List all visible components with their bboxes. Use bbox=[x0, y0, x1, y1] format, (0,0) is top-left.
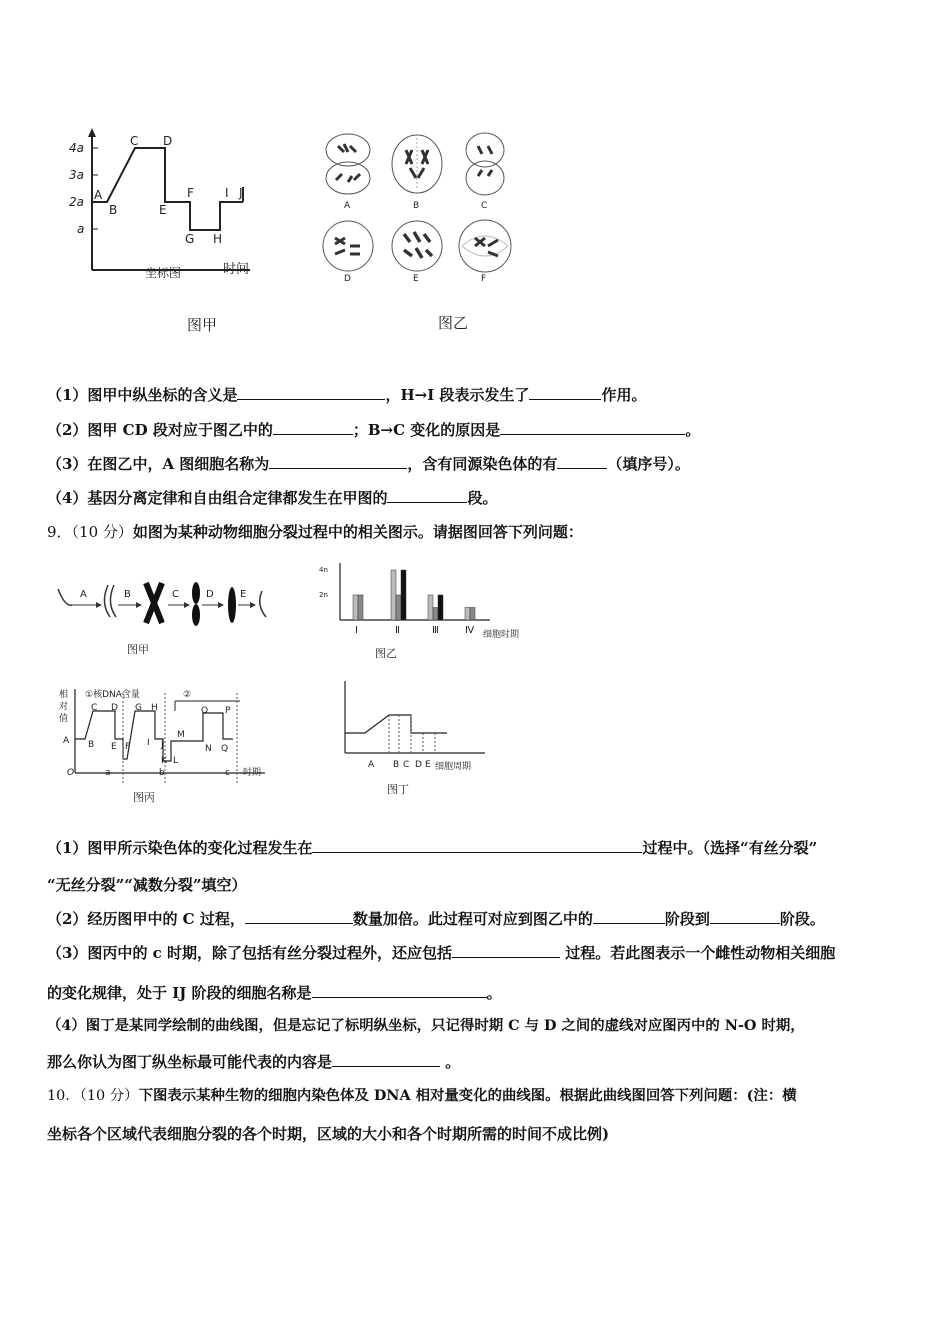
point-label-b: B bbox=[109, 203, 118, 217]
q9-part-4: （4）图丁是某同学绘制的曲线图，但是忘记了标明纵坐标，只记得时期 C 与 D 之间的虚线对应图丙中的 N-O 时期， bbox=[47, 1017, 805, 1034]
q9-part-4-cont: 那么你认为图丁纵坐标最可能代表的内容是 。 bbox=[47, 1053, 461, 1071]
cell-label-e: E bbox=[413, 274, 419, 284]
point-label-b: B bbox=[393, 760, 400, 770]
figure-caption: 图丙 bbox=[133, 791, 155, 804]
y-tick-a: a bbox=[77, 222, 85, 236]
point-label-f: F bbox=[187, 186, 194, 200]
arrow-icon bbox=[218, 602, 224, 608]
arrow-icon bbox=[136, 602, 142, 608]
q9-stem: 9．（10 分）如图为某种动物细胞分裂过程中的相关图示。请据图回答下列问题： bbox=[47, 523, 583, 541]
point-label-j: J bbox=[239, 186, 243, 200]
point-label-o: O bbox=[201, 706, 209, 716]
phase-label-b: b bbox=[159, 768, 165, 778]
figure-caption: 图乙 bbox=[438, 314, 469, 332]
point-label-d: D bbox=[163, 134, 173, 148]
answer-blank[interactable] bbox=[710, 909, 780, 924]
cell-a bbox=[326, 134, 370, 194]
point-label-g: G bbox=[185, 232, 195, 246]
step-label-b: B bbox=[124, 589, 131, 600]
step-label-d: D bbox=[206, 589, 214, 600]
q9-figure-jia bbox=[50, 575, 280, 660]
point-label-e: E bbox=[111, 742, 117, 752]
answer-blank[interactable] bbox=[269, 454, 407, 469]
y-tick-3a: 3a bbox=[69, 168, 84, 182]
cell-label-b: B bbox=[413, 201, 420, 211]
bar-a-1 bbox=[353, 595, 358, 620]
bar-b-2 bbox=[396, 595, 401, 620]
phase-label-c: c bbox=[225, 768, 230, 778]
bar-b-4 bbox=[470, 608, 475, 621]
cell-label-a: A bbox=[344, 201, 351, 211]
point-label-c: C bbox=[91, 703, 98, 713]
y-tick-2n: 2n bbox=[319, 591, 328, 599]
point-label-i: I bbox=[225, 186, 229, 200]
category-label: Ⅰ bbox=[355, 625, 358, 636]
q9-part-3: （3）图丙中的 c 时期，除了包括有丝分裂过程外，还应包括 过程。若此图表示一个雌性动物相关细胞 bbox=[47, 944, 836, 962]
answer-blank[interactable] bbox=[529, 385, 601, 400]
bar-b-1 bbox=[358, 595, 363, 620]
cell-label-f: F bbox=[481, 274, 487, 284]
point-label-i: I bbox=[147, 738, 150, 748]
step-label-c: C bbox=[172, 589, 179, 600]
q9-part-2: （2）经历图甲中的 C 过程， 数量加倍。此过程可对应到图乙中的 阶段到 阶段。 bbox=[47, 910, 825, 928]
figure-caption: 图甲 bbox=[187, 316, 218, 334]
category-label: Ⅱ bbox=[395, 625, 400, 636]
x-axis-label: 时期 bbox=[243, 768, 262, 778]
bar-c-3 bbox=[438, 595, 443, 620]
answer-blank[interactable] bbox=[557, 454, 607, 469]
q9-part-1-cont: “无丝分裂”“减数分裂”填空） bbox=[47, 876, 247, 894]
q9-figure-yi-bar-chart bbox=[315, 555, 530, 665]
step-label-e: E bbox=[240, 589, 247, 600]
y-label-char: 对 bbox=[59, 702, 69, 712]
legend-2: ② bbox=[183, 690, 192, 700]
cell-label-c: C bbox=[481, 201, 488, 211]
point-label-e: E bbox=[159, 203, 167, 217]
q8-part-4: （4）基因分离定律和自由组合定律都发生在甲图的 段。 bbox=[47, 489, 498, 507]
q9-part-1: （1）图甲所示染色体的变化过程发生在 过程中。（选择“有丝分裂” bbox=[47, 839, 818, 857]
x-axis-label: 时间 bbox=[223, 262, 250, 277]
q8-part-2: （2）图甲 CD 段对应于图乙中的 ；B→C 变化的原因是 。 bbox=[47, 421, 701, 439]
q9-figure-ding bbox=[335, 675, 490, 800]
answer-blank[interactable] bbox=[245, 909, 353, 924]
answer-blank[interactable] bbox=[312, 983, 487, 998]
point-label-f: F bbox=[125, 742, 131, 752]
bar-a-3 bbox=[428, 595, 433, 620]
figure-caption: 图丁 bbox=[387, 783, 409, 796]
bar-c-2 bbox=[401, 570, 406, 620]
cell-f bbox=[459, 220, 511, 272]
q9-part-3-cont: 的变化规律，处于 IJ 阶段的细胞名称是 。 bbox=[47, 984, 502, 1002]
origin-label: O bbox=[67, 768, 75, 778]
bar-a-2 bbox=[391, 570, 396, 620]
arrow-icon bbox=[184, 602, 190, 608]
point-label-k: K bbox=[161, 756, 167, 766]
category-label: Ⅲ bbox=[432, 625, 439, 636]
point-label-m: M bbox=[177, 730, 185, 740]
cell-c bbox=[466, 133, 504, 195]
point-label-d: D bbox=[415, 760, 422, 770]
point-label-n: N bbox=[205, 744, 212, 754]
category-label: Ⅳ bbox=[465, 625, 475, 636]
answer-blank[interactable] bbox=[332, 1052, 440, 1067]
answer-blank[interactable] bbox=[452, 943, 560, 958]
q8-part-1: （1）图甲中纵坐标的含义是 ，H→I 段表示发生了 作用。 bbox=[47, 386, 647, 404]
y-label-char: 相 bbox=[59, 690, 69, 700]
bar-b-3 bbox=[433, 608, 438, 621]
legend-dna: ①核DNA含量 bbox=[85, 690, 140, 700]
x-axis-label: 细胞时期 bbox=[483, 630, 520, 640]
arrow-icon bbox=[250, 602, 256, 608]
cell-label-d: D bbox=[344, 274, 351, 284]
q9-figure-bing bbox=[55, 683, 285, 808]
phase-label-a: a bbox=[105, 768, 111, 778]
point-label-p: P bbox=[225, 706, 231, 716]
point-label-c: C bbox=[403, 760, 410, 770]
cell-d bbox=[323, 221, 373, 271]
figure-jia-coordinate-graph bbox=[65, 125, 265, 340]
figure-caption: 图甲 bbox=[127, 643, 149, 656]
answer-blank[interactable] bbox=[312, 838, 642, 853]
answer-blank[interactable] bbox=[593, 909, 665, 924]
x-axis-label: 细胞周期 bbox=[435, 762, 472, 772]
step-label-a: A bbox=[80, 589, 87, 600]
q8-part-3: （3）在图乙中，A 图细胞名称为 ，含有同源染色体的有 （填序号）。 bbox=[47, 455, 690, 473]
answer-blank[interactable] bbox=[237, 385, 385, 400]
point-label-d: D bbox=[111, 703, 118, 713]
point-label-e: E bbox=[425, 760, 431, 770]
bar-a-4 bbox=[465, 608, 470, 621]
point-label-j: J bbox=[161, 740, 164, 750]
dna-curve bbox=[92, 148, 243, 230]
point-label-c: C bbox=[130, 134, 139, 148]
answer-blank[interactable] bbox=[387, 488, 467, 503]
point-label-h: H bbox=[151, 703, 158, 713]
point-label-g: G bbox=[135, 703, 142, 713]
arrow-icon bbox=[96, 602, 102, 608]
point-label-q: Q bbox=[221, 744, 229, 754]
q10-stem-cont: 坐标各个区域代表细胞分裂的各个时期，区域的大小和各个时期所需的时间不成比例) bbox=[47, 1125, 610, 1143]
point-label-l: L bbox=[173, 756, 179, 766]
y-label-char: 值 bbox=[59, 714, 69, 724]
q10-stem: 10．（10 分）下图表示某种生物的细胞内染色体及 DNA 相对量变化的曲线图。根据此曲线图回答下列问题：(注：横 bbox=[47, 1087, 797, 1104]
point-label-h: H bbox=[213, 232, 223, 246]
figure-yi-cells bbox=[320, 128, 530, 338]
y-tick-2a: 2a bbox=[69, 195, 84, 209]
sub-label: 坐标图 bbox=[145, 266, 182, 280]
y-tick-4n: 4n bbox=[319, 566, 328, 574]
point-label-a: A bbox=[63, 736, 70, 746]
y-tick-4a: 4a bbox=[69, 141, 84, 155]
point-label-a: A bbox=[94, 188, 103, 202]
figure-caption: 图乙 bbox=[375, 647, 397, 660]
point-label-b: B bbox=[88, 740, 95, 750]
answer-blank[interactable] bbox=[500, 420, 685, 435]
answer-blank[interactable] bbox=[273, 420, 353, 435]
cell-b bbox=[392, 135, 442, 193]
cell-e bbox=[392, 221, 442, 271]
y-axis-arrow-icon bbox=[88, 128, 96, 137]
point-label-a: A bbox=[368, 760, 375, 770]
